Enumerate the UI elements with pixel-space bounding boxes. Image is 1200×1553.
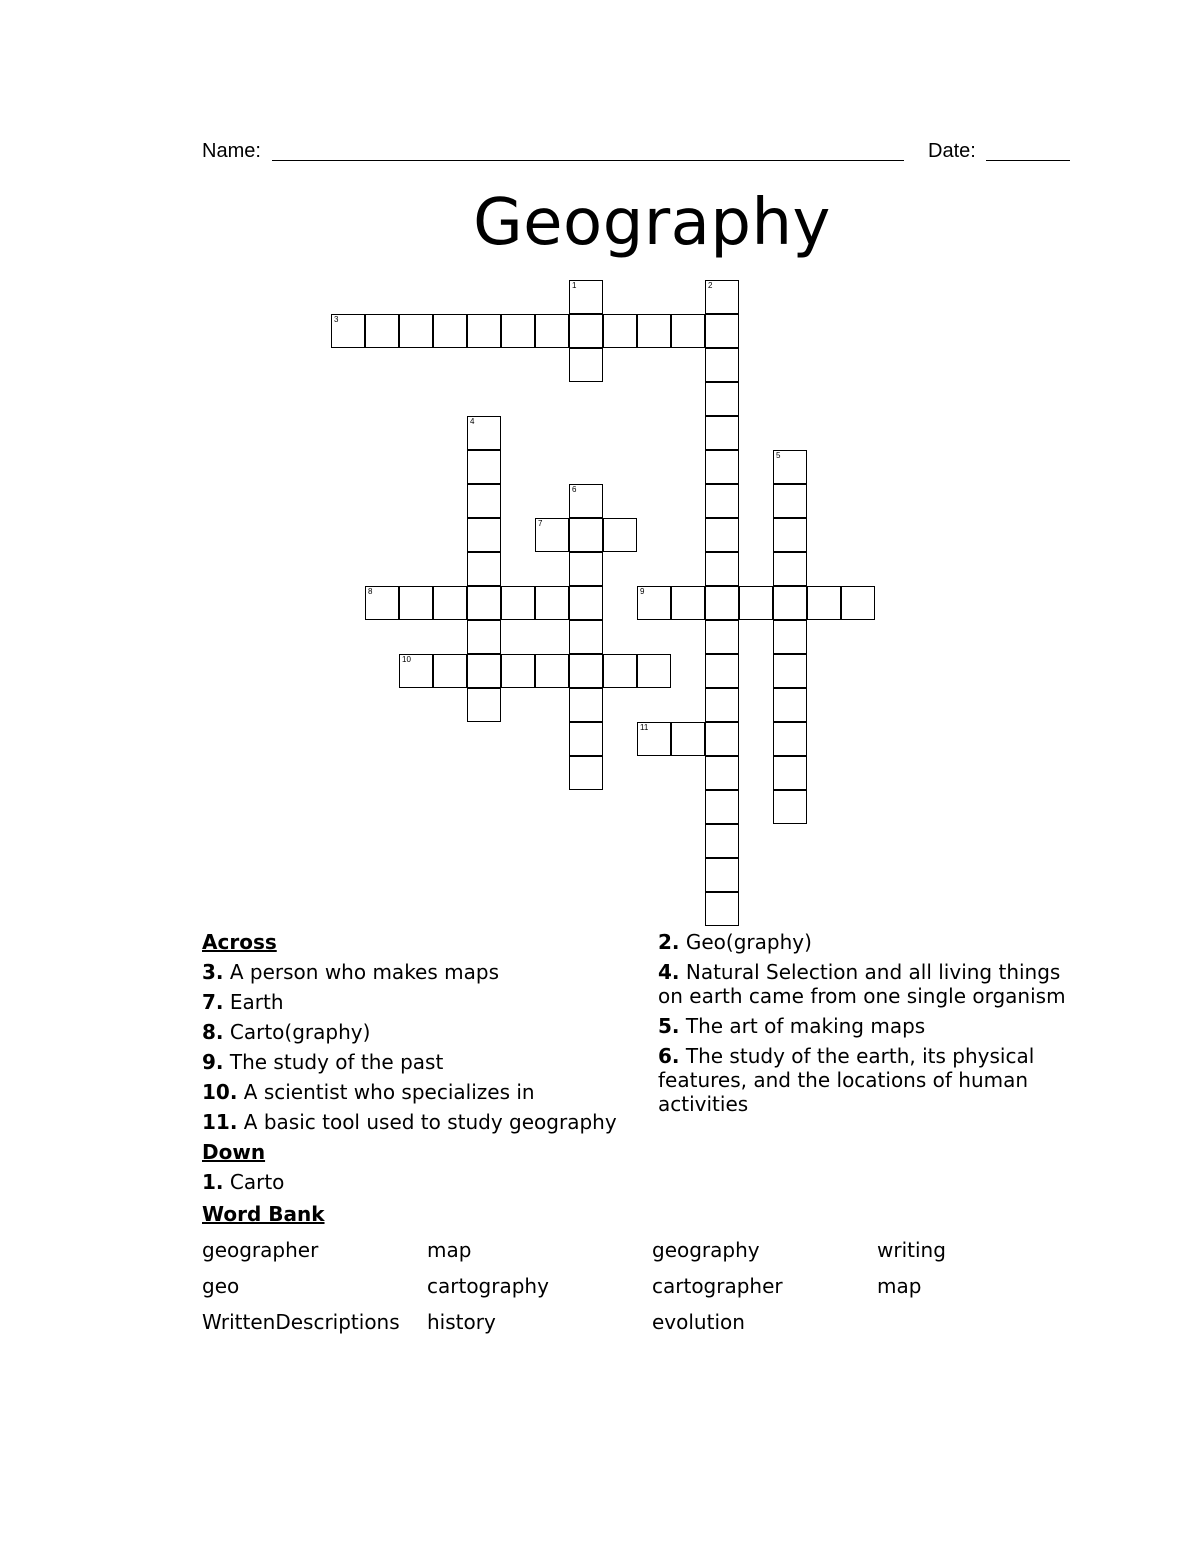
crossword-cell[interactable] [705,654,739,688]
clue-number-label: 5 [776,451,781,460]
crossword-cell[interactable] [705,450,739,484]
clue-text: The art of making maps [685,1014,926,1038]
clue-number-label: 1 [572,281,577,290]
clue-number-label: 10 [402,655,411,664]
word-bank-item: WrittenDescriptions [202,1310,400,1334]
crossword-cell[interactable] [773,756,807,790]
crossword-cell[interactable] [399,586,433,620]
crossword-cell[interactable] [705,314,739,348]
clue-number: 9. [202,1050,224,1074]
word-bank-item: geographer [202,1238,319,1262]
crossword-cell[interactable] [467,314,501,348]
clue-number: 10. [202,1080,238,1104]
crossword-cell[interactable] [433,314,467,348]
crossword-cell[interactable] [467,518,501,552]
word-bank-item: geography [652,1238,760,1262]
clue-text: Geo(graphy) [685,930,812,954]
crossword-cell[interactable] [569,620,603,654]
crossword-cell[interactable] [603,314,637,348]
crossword-cell[interactable] [705,790,739,824]
word-bank-item: map [427,1238,472,1262]
crossword-cell[interactable] [569,756,603,790]
crossword-cell[interactable] [705,892,739,926]
clues-right-column [658,930,1078,1122]
crossword-cell[interactable] [705,518,739,552]
crossword-cell[interactable] [705,858,739,892]
crossword-cell[interactable] [637,586,671,620]
word-bank-item: history [427,1310,496,1334]
crossword-cell[interactable] [705,484,739,518]
across-heading: Across [202,930,277,954]
crossword-cell[interactable] [705,620,739,654]
crossword-cell[interactable] [637,314,671,348]
crossword-cell[interactable] [399,654,433,688]
crossword-cell[interactable] [569,654,603,688]
crossword-cell[interactable] [705,824,739,858]
crossword-cell[interactable] [705,348,739,382]
crossword-cell[interactable] [365,314,399,348]
crossword-cell[interactable] [705,586,739,620]
crossword-cell[interactable] [535,314,569,348]
crossword-cell[interactable] [671,722,705,756]
across-clue [202,990,652,1014]
page-title: Geography [473,186,831,260]
crossword-cell[interactable] [569,586,603,620]
down-clue [202,1170,652,1194]
clue-text: Carto [229,1170,285,1194]
clue-text: A scientist who specializes in [243,1080,535,1104]
clue-number: 7. [202,990,224,1014]
crossword-cell[interactable] [467,450,501,484]
crossword-cell[interactable] [637,654,671,688]
crossword-cell[interactable] [671,586,705,620]
clue-number: 2. [658,930,680,954]
down-clue [658,1014,1078,1038]
crossword-cell[interactable] [569,348,603,382]
clue-number-label: 8 [368,587,373,596]
across-clue [202,1050,652,1074]
word-bank [202,1238,1102,1334]
crossword-cell[interactable] [331,314,365,348]
crossword-cell[interactable] [739,586,773,620]
word-bank-item: evolution [652,1310,745,1334]
clue-text: The study of the past [229,1050,444,1074]
clue-number: 5. [658,1014,680,1038]
name-label: Name: [202,140,261,162]
crossword-cell[interactable] [501,586,535,620]
clue-text: The study of the earth, its physical features, and the locations of human activities [658,1044,1035,1116]
crossword-cell[interactable] [807,586,841,620]
across-clue [202,960,652,984]
clue-number: 1. [202,1170,224,1194]
crossword-cell[interactable] [773,654,807,688]
crossword-cell[interactable] [535,518,569,552]
crossword-cell[interactable] [467,688,501,722]
clue-number: 6. [658,1044,680,1068]
down-clue [658,960,1078,1008]
word-bank-item: cartographer [652,1274,783,1298]
crossword-cell[interactable] [569,688,603,722]
crossword-cell[interactable] [399,314,433,348]
clue-number-label: 6 [572,485,577,494]
clue-number: 4. [658,960,680,984]
crossword-cell[interactable] [569,484,603,518]
crossword-cell[interactable] [501,314,535,348]
crossword-cell[interactable] [773,552,807,586]
crossword-cell[interactable] [671,314,705,348]
crossword-cell[interactable] [705,382,739,416]
crossword-cell[interactable] [467,620,501,654]
across-clue [202,1020,652,1044]
crossword-cell[interactable] [773,586,807,620]
down-heading: Down [202,1140,266,1164]
clue-number-label: 9 [640,587,645,596]
clue-number-label: 2 [708,281,713,290]
clue-number: 8. [202,1020,224,1044]
clue-text: Natural Selection and all living things on earth came from one single organism [658,960,1066,1008]
crossword-cell[interactable] [569,314,603,348]
clue-number-label: 11 [640,723,649,732]
crossword-cell[interactable] [705,688,739,722]
crossword-cell[interactable] [467,484,501,518]
clue-number: 11. [202,1110,238,1134]
down-clue [658,930,1078,954]
crossword-cell[interactable] [705,756,739,790]
across-clue [202,1080,652,1104]
clue-text: Carto(graphy) [229,1020,371,1044]
crossword-cell[interactable] [705,416,739,450]
crossword-cell[interactable] [467,654,501,688]
date-blank-line[interactable] [986,160,1070,161]
crossword-cell[interactable] [637,722,671,756]
crossword-cell[interactable] [773,620,807,654]
crossword-cell[interactable] [773,450,807,484]
name-blank-line[interactable] [272,160,904,161]
crossword-cell[interactable] [603,654,637,688]
crossword-cell[interactable] [467,416,501,450]
clues-left-column [202,930,652,1200]
crossword-cell[interactable] [569,552,603,586]
crossword-cell[interactable] [773,518,807,552]
crossword-cell[interactable] [705,722,739,756]
clue-number-label: 7 [538,519,543,528]
clue-text: A person who makes maps [229,960,499,984]
crossword-cell[interactable] [433,586,467,620]
clue-number-label: 4 [470,417,475,426]
word-bank-item: geo [202,1274,240,1298]
crossword-cell[interactable] [569,518,603,552]
word-bank-heading: Word Bank [202,1202,325,1226]
crossword-cell[interactable] [773,790,807,824]
word-bank-item: map [877,1274,922,1298]
crossword-cell[interactable] [841,586,875,620]
crossword-cell[interactable] [705,552,739,586]
crossword-cell[interactable] [705,280,739,314]
word-bank-item: cartography [427,1274,549,1298]
crossword-cell[interactable] [569,280,603,314]
crossword-cell[interactable] [773,722,807,756]
down-clue [658,1044,1078,1116]
clue-number: 3. [202,960,224,984]
crossword-cell[interactable] [365,586,399,620]
clue-text: A basic tool used to study geography [243,1110,617,1134]
crossword-cell[interactable] [433,654,467,688]
clue-text: Earth [229,990,284,1014]
across-clue [202,1110,652,1134]
date-label: Date: [928,140,976,162]
word-bank-item: writing [877,1238,946,1262]
crossword-cell[interactable] [501,654,535,688]
crossword-cell[interactable] [773,688,807,722]
crossword-cell[interactable] [467,586,501,620]
crossword-cell[interactable] [467,552,501,586]
crossword-cell[interactable] [535,586,569,620]
clue-number-label: 3 [334,315,339,324]
crossword-cell[interactable] [603,518,637,552]
crossword-cell[interactable] [535,654,569,688]
crossword-cell[interactable] [773,484,807,518]
crossword-cell[interactable] [569,722,603,756]
